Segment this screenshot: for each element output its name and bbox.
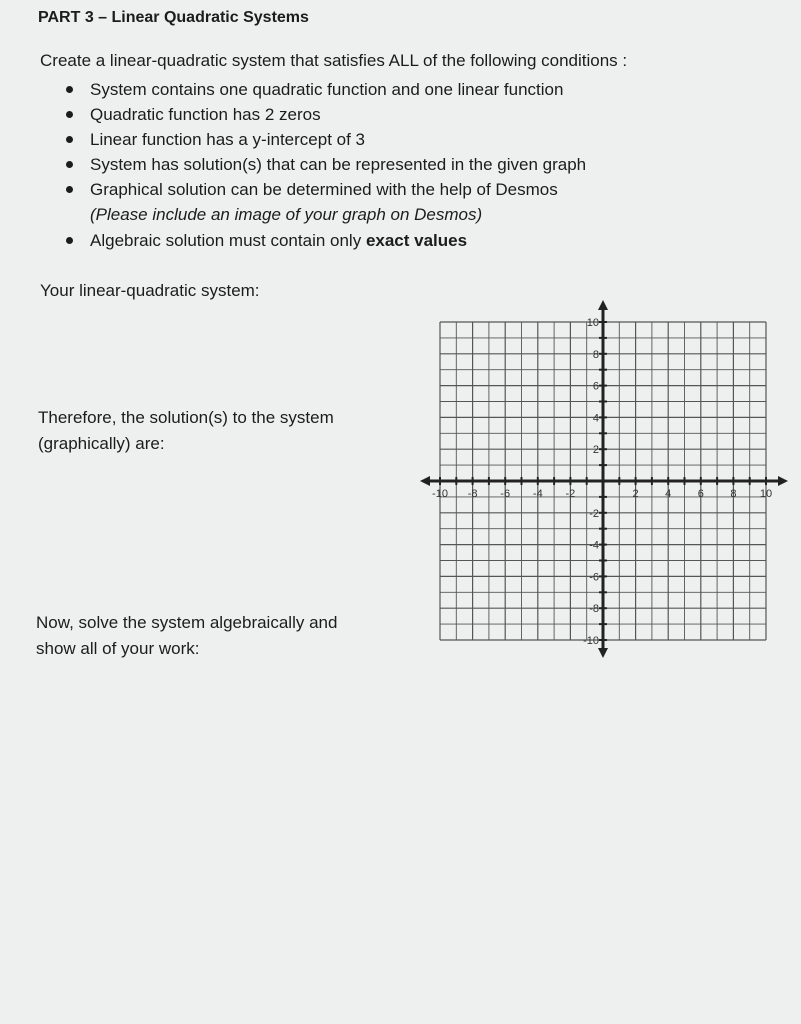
- desmos-note-text: (Please include an image of your graph on Desmos): [90, 205, 483, 224]
- your-system-prompt: Your linear-quadratic system:: [40, 281, 260, 300]
- x-tick-label: -4: [532, 488, 543, 500]
- x-tick-label: 10: [759, 488, 773, 500]
- y-tick-label: -10: [583, 635, 599, 647]
- y-tick-label: 4: [592, 412, 599, 425]
- y-tick-label: -6: [589, 571, 599, 584]
- condition-item: [66, 77, 586, 102]
- y-tick-label: 8: [592, 348, 599, 361]
- graphical-solution-prompt: [38, 405, 334, 457]
- desmos-note: [66, 202, 586, 228]
- bullet-icon: [66, 86, 73, 93]
- y-tick-label: 2: [592, 444, 599, 457]
- condition-item: [66, 228, 586, 253]
- y-tick-label: -4: [589, 539, 599, 552]
- bullet-icon: [66, 136, 73, 143]
- y-axis-bottom-arrow-icon: [598, 648, 608, 658]
- condition-item: [66, 152, 586, 177]
- bullet-icon: [66, 237, 73, 244]
- algebraic-solution-prompt: [36, 610, 337, 662]
- bullet-icon: [66, 111, 73, 118]
- x-tick-label: 8: [730, 488, 737, 500]
- x-tick-label: 2: [632, 488, 639, 500]
- x-axis-right-arrow-icon: [778, 476, 788, 486]
- x-tick-label: 4: [665, 488, 672, 500]
- condition-text: Graphical solution can be determined with the help of Desmos: [90, 180, 558, 199]
- bullet-icon: [66, 161, 73, 168]
- graphical-solution-line-1: Therefore, the solution(s) to the system: [38, 408, 334, 427]
- instructions-text: Create a linear-quadratic system that satisfies ALL of the following conditions :: [40, 51, 628, 70]
- condition-item: [66, 177, 586, 202]
- exact-values-text: exact values: [365, 231, 468, 250]
- condition-text: System has solution(s) that can be represented in the given graph: [90, 155, 587, 174]
- algebraic-solution-line-2: show all of your work:: [36, 639, 200, 658]
- condition-text: System contains one quadratic function and one linear function: [90, 80, 564, 99]
- y-tick-label: -2: [589, 507, 599, 520]
- condition-text: Algebraic solution must contain only: [90, 231, 366, 250]
- condition-item: [66, 102, 586, 127]
- x-tick-label: 6: [697, 488, 704, 500]
- x-tick-label: -6: [500, 488, 511, 500]
- algebraic-solution-line-1: Now, solve the system algebraically and: [36, 613, 338, 632]
- condition-text: Quadratic function has 2 zeros: [90, 105, 321, 124]
- conditions-list: [66, 77, 586, 253]
- coordinate-grid: [418, 300, 790, 658]
- condition-item: [66, 127, 586, 152]
- x-tick-label: -10: [432, 488, 448, 500]
- y-axis-top-arrow-icon: [598, 300, 608, 310]
- x-tick-label: -8: [467, 488, 478, 500]
- part-title: PART 3 – Linear Quadratic Systems: [38, 9, 309, 26]
- bullet-icon: [66, 186, 73, 193]
- y-tick-label: 10: [586, 317, 599, 329]
- x-axis-left-arrow-icon: [420, 476, 430, 486]
- y-tick-label: -8: [589, 603, 599, 616]
- condition-text: Linear function has a y-intercept of 3: [90, 130, 365, 149]
- graphical-solution-line-2: (graphically) are:: [38, 434, 165, 453]
- x-tick-label: -2: [565, 488, 576, 500]
- y-tick-label: 6: [592, 380, 599, 393]
